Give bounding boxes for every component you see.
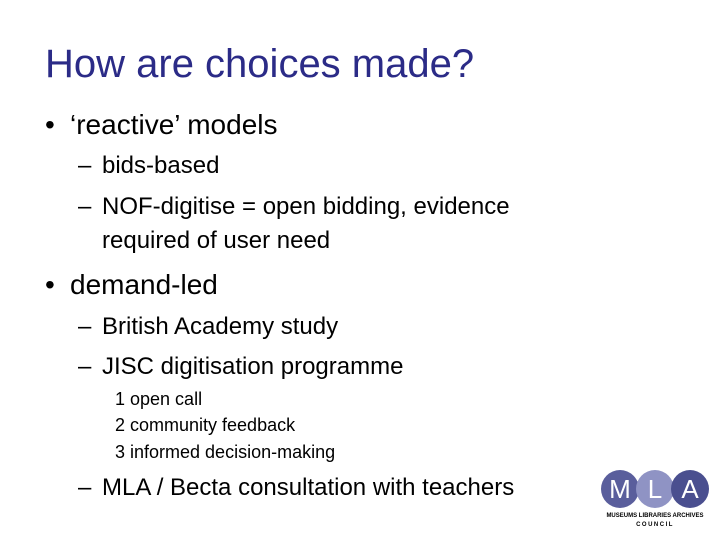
subitem-british-academy [78,315,338,339]
logo-letter-l: L [647,474,663,504]
numbered-item-open-call: 1 open call [115,389,203,409]
logo-line2: COUNCIL [636,522,674,528]
subitem-label: NOF-digitise = open bidding, evidence [102,193,510,220]
subitem-label: British Academy study [102,313,339,340]
bullet-demand-led [45,271,218,299]
logo-letter-a: A [681,474,699,504]
subitem-nof-digitise [78,195,510,219]
bullet-dot: • [45,269,55,300]
bullet-dot: • [45,109,55,140]
logo-line1: MUSEUMS LIBRARIES ARCHIVES [606,513,704,519]
dash-marker: – [78,313,92,340]
subitem-label: MLA / Becta consultation with teachers [102,474,515,501]
numbered-item-decision-making: 3 informed decision-making [115,442,336,462]
bullet-label: ‘reactive’ models [70,109,278,140]
subitem-label: JISC digitisation programme [102,353,404,380]
subitem-label: bids-based [102,152,220,179]
mla-logo [600,465,710,533]
bullet-reactive-models [45,111,277,139]
bullet-label: demand-led [70,269,218,300]
dash-marker: – [78,353,92,380]
subitem-bids-based [78,154,219,178]
subitem-nof-digitise-continued: required of user need [102,227,331,254]
subitem-mla-becta [78,476,514,500]
dash-marker: – [78,193,92,220]
dash-marker: – [78,152,92,179]
logo-letter-m: M [609,474,631,504]
dash-marker: – [78,474,92,501]
slide-title: How are choices made? [45,42,475,86]
numbered-item-community-feedback: 2 community feedback [115,415,296,435]
subitem-jisc-programme [78,355,403,379]
